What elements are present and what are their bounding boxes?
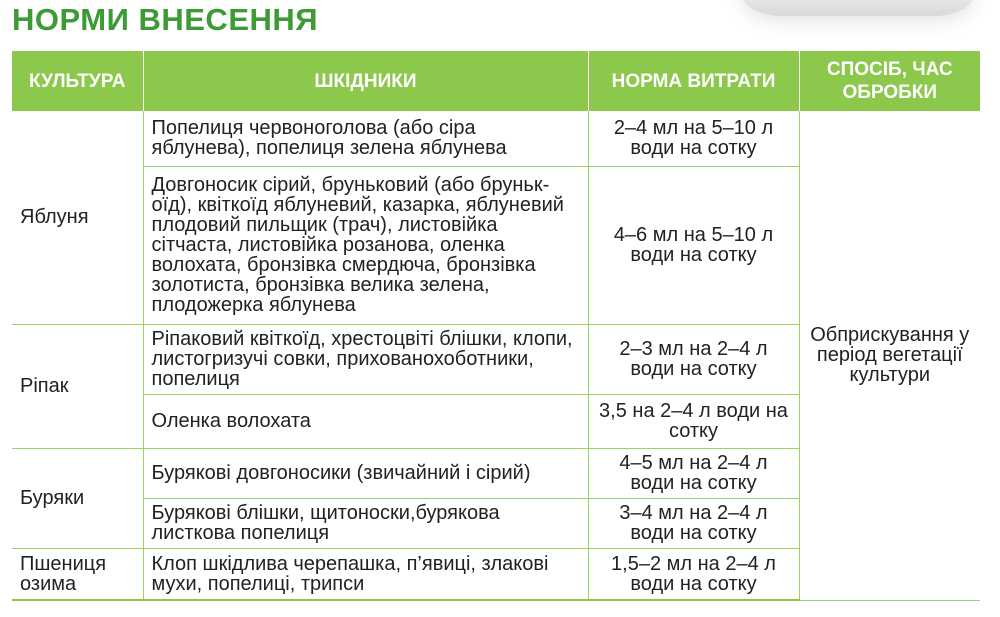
pests-cell: Бурякові довгоносики (звичайний і сірий)	[143, 448, 588, 498]
header-crop: КУЛЬТУРА	[12, 51, 143, 111]
rate-cell: 4–5 мл на 2–4 л води на сотку	[588, 448, 799, 498]
method-cell: Обприскування у період вегетації культури	[799, 111, 980, 600]
rate-cell: 2–3 мл на 2–4 л води на сотку	[588, 324, 799, 394]
crop-cell-apple: Яблуня	[12, 111, 143, 324]
rate-cell: 2–4 мл на 5–10 л води на сотку	[588, 111, 799, 166]
application-rates-table	[12, 51, 980, 601]
product-bottle-image	[742, 0, 974, 16]
header-method: СПОСІБ, ЧАС ОБРОБКИ	[799, 51, 980, 111]
pests-cell: Клоп шкідлива черепашка, п’явиці, злакові мухи, попелиці, трипси	[143, 548, 588, 600]
pests-cell: Оленка волохата	[143, 394, 588, 448]
pests-cell: Попелиця червоноголова (або сіра яблунева), попелиця зелена яблунева	[143, 111, 588, 166]
pests-cell: Довгоносик сірий, бруньковий (або брунькоїд), квіткоїд яблуневий, казарка, яблуневий плодовий пильщик (трач), листовійка сітчаста, листовійка розанова, оленка волохата, бронзівка смердюча, бронзівка золотиста, бронзівка велика зелена, плодожерка яблунева	[143, 166, 588, 324]
rate-cell: 3–4 мл на 2–4 л води на сотку	[588, 498, 799, 548]
crop-cell-rapeseed: Ріпак	[12, 324, 143, 448]
table-header-row	[12, 51, 980, 111]
rate-cell: 1,5–2 мл на 2–4 л води на сотку	[588, 548, 799, 600]
header-pests: ШКІДНИКИ	[143, 51, 588, 111]
pests-cell: Ріпаковий квіткоїд, хрестоцвіті блішки, клопи, листогризучі совки, прихованохоботники, попелиця	[143, 324, 588, 394]
crop-cell-beet: Буряки	[12, 448, 143, 548]
crop-cell-wheat: Пшениця озима	[12, 548, 143, 600]
header-rate: НОРМА ВИТРАТИ	[588, 51, 799, 111]
rate-cell: 3,5 на 2–4 л води на сотку	[588, 394, 799, 448]
page-title: НОРМИ ВНЕСЕННЯ	[12, 2, 319, 37]
table-row	[12, 111, 980, 166]
rate-cell: 4–6 мл на 5–10 л води на сотку	[588, 166, 799, 324]
pests-cell: Бурякові блішки, щитоноски,бурякова листкова попелиця	[143, 498, 588, 548]
